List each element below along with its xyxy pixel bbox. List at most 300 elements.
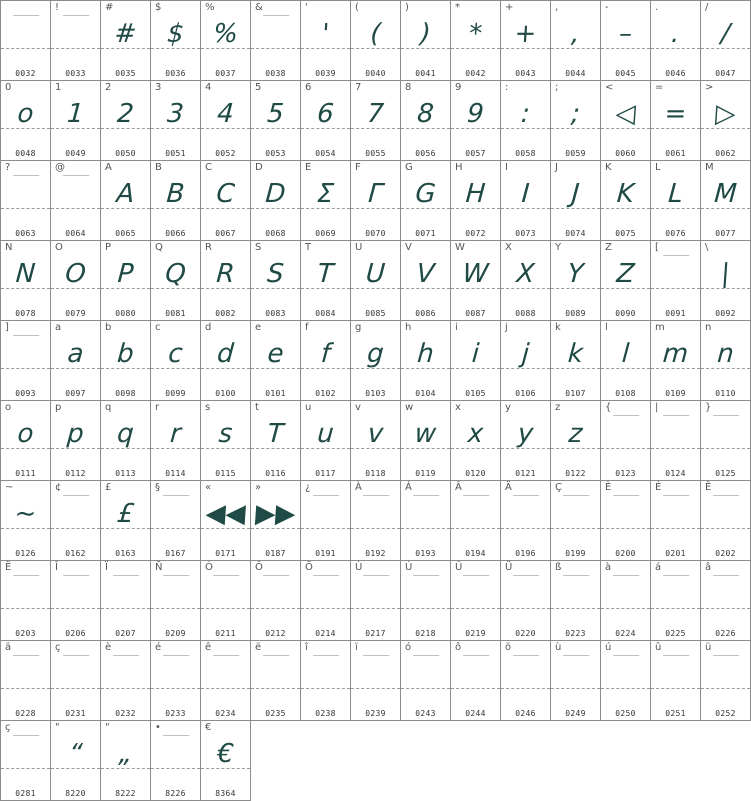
baseline-guide [151, 528, 200, 529]
character-label: % [205, 2, 215, 13]
baseline-guide [701, 688, 750, 689]
glyph-sample: T [266, 419, 285, 449]
character-label: , [555, 2, 559, 13]
character-code: 0217 [365, 629, 386, 638]
glyph-sample [1, 175, 50, 181]
glyph-cell [200, 0, 250, 80]
character-label: ê [205, 642, 212, 653]
glyph-cell [100, 240, 150, 320]
glyph-sample [601, 415, 650, 421]
baseline-guide [401, 688, 450, 689]
glyph-sample [201, 655, 250, 661]
character-code: 0036 [165, 69, 186, 78]
character-code: 0049 [65, 149, 86, 158]
character-label: s [205, 402, 211, 413]
glyph-sample: Z [615, 259, 636, 289]
character-label: ë [255, 642, 262, 653]
glyph-sample: 9 [466, 99, 485, 129]
glyph-sample [551, 495, 600, 501]
character-code: 0082 [215, 309, 236, 318]
character-code: 0226 [715, 629, 736, 638]
glyph-cell [650, 560, 700, 640]
character-label: ü [705, 642, 712, 653]
character-label: # [105, 2, 114, 13]
character-code: 0113 [115, 469, 136, 478]
character-label: " [55, 722, 60, 733]
glyph-cell [650, 480, 700, 560]
character-code: 0162 [65, 549, 86, 558]
character-label: Î [55, 562, 58, 573]
character-label: Ó [205, 562, 213, 573]
character-code: 0089 [565, 309, 586, 318]
glyph-sample: | [720, 259, 731, 289]
character-code: 0246 [515, 709, 536, 718]
glyph-cell [150, 720, 200, 801]
character-code: 0194 [465, 549, 486, 558]
glyph-cell [350, 480, 400, 560]
character-label: È [605, 482, 612, 493]
character-label: Ä [505, 482, 512, 493]
glyph-sample [1, 735, 50, 741]
baseline-guide [701, 528, 750, 529]
glyph-cell [350, 560, 400, 640]
character-code: 0120 [465, 469, 486, 478]
baseline-guide [451, 528, 500, 529]
glyph-sample: l [620, 339, 631, 369]
glyph-cell [50, 640, 100, 720]
glyph-sample: Q [164, 259, 187, 289]
missing-glyph-dash [513, 655, 539, 656]
character-label: k [555, 322, 561, 333]
glyph-cell [700, 160, 751, 240]
baseline-guide [601, 608, 650, 609]
glyph-sample [151, 655, 200, 661]
glyph-sample [101, 655, 150, 661]
glyph-cell [600, 0, 650, 80]
glyph-cell [550, 80, 600, 160]
character-label: v [355, 402, 361, 413]
character-label: ä [5, 642, 12, 653]
glyph-cell [100, 320, 150, 400]
character-label: § [155, 482, 160, 493]
glyph-cell [0, 320, 50, 400]
glyph-cell [700, 0, 751, 80]
glyph-sample [501, 655, 550, 661]
character-code: 0081 [165, 309, 186, 318]
glyph-sample [601, 495, 650, 501]
glyph-sample: : [520, 99, 531, 129]
missing-glyph-dash [613, 655, 639, 656]
baseline-guide [651, 688, 700, 689]
missing-glyph-dash [463, 575, 489, 576]
character-code: 8226 [165, 789, 186, 798]
character-label: Ï [105, 562, 108, 573]
glyph-sample: r [169, 419, 182, 449]
missing-glyph-dash [563, 495, 589, 496]
character-label: g [355, 322, 362, 333]
glyph-sample: V [415, 259, 436, 289]
character-label: • [155, 722, 161, 733]
character-code: 0201 [665, 549, 686, 558]
glyph-sample: v [366, 419, 385, 449]
character-code: 0235 [265, 709, 286, 718]
glyph-cell [150, 160, 200, 240]
glyph-cell [50, 400, 100, 480]
glyph-cell [600, 560, 650, 640]
glyph-cell [150, 400, 200, 480]
character-code: 0097 [65, 389, 86, 398]
missing-glyph-dash [263, 15, 289, 16]
missing-glyph-dash [463, 655, 489, 656]
character-label: @ [55, 162, 65, 173]
character-code: 0232 [115, 709, 136, 718]
character-label: 6 [305, 82, 312, 93]
glyph-cell [250, 480, 300, 560]
glyph-cell [700, 240, 751, 320]
glyph-sample: ◀◀ [204, 499, 247, 529]
character-code: 0033 [65, 69, 86, 78]
glyph-cell [450, 80, 500, 160]
glyph-cell [50, 0, 100, 80]
missing-glyph-dash [663, 495, 689, 496]
character-label: » [255, 482, 262, 493]
glyph-sample: P [116, 259, 135, 289]
glyph-sample: “ [67, 739, 84, 769]
glyph-sample: a [66, 339, 85, 369]
character-label: ? [5, 162, 11, 173]
glyph-sample [651, 255, 700, 261]
glyph-sample: H [464, 179, 487, 209]
glyph-cell [500, 640, 550, 721]
character-label: P [105, 242, 112, 253]
glyph-sample: % [212, 19, 239, 49]
missing-glyph-dash [413, 655, 439, 656]
glyph-sample: y [516, 419, 535, 449]
glyph-sample: ; [570, 99, 581, 129]
character-code: 0209 [165, 629, 186, 638]
character-code: 0092 [715, 309, 736, 318]
character-code: 0122 [565, 469, 586, 478]
glyph-sample: B [165, 179, 186, 209]
glyph-cell [150, 0, 200, 80]
character-label: E [305, 162, 312, 173]
glyph-cell [250, 80, 300, 160]
missing-glyph-dash [563, 575, 589, 576]
glyph-sample [301, 495, 350, 501]
missing-glyph-dash [213, 655, 239, 656]
glyph-sample [401, 495, 450, 501]
glyph-sample: A [115, 179, 136, 209]
character-code: 0064 [65, 229, 86, 238]
glyph-sample: x [466, 419, 485, 449]
glyph-cell [650, 320, 700, 400]
baseline-guide [301, 688, 350, 689]
glyph-cell [300, 160, 350, 240]
character-code: 0076 [665, 229, 686, 238]
character-label: ó [405, 642, 412, 653]
character-code: 0171 [215, 549, 236, 558]
character-code: 0212 [265, 629, 286, 638]
baseline-guide [1, 768, 50, 769]
baseline-guide [201, 688, 250, 689]
character-label: Q [155, 242, 163, 253]
glyph-sample: W [461, 259, 490, 289]
character-label: â [705, 562, 712, 573]
missing-glyph-dash [263, 655, 289, 656]
glyph-sample: s [217, 419, 234, 449]
glyph-cell [550, 480, 600, 560]
character-label: Y [555, 242, 562, 253]
glyph-sample [401, 655, 450, 661]
glyph-cell [250, 240, 300, 320]
glyph-cell [400, 640, 450, 721]
glyph-sample: X [515, 259, 536, 289]
glyph-cell [50, 720, 100, 801]
character-label: M [705, 162, 714, 173]
character-code: 0041 [415, 69, 436, 78]
missing-glyph-dash [163, 575, 189, 576]
character-code: 0084 [315, 309, 336, 318]
character-code: 0099 [165, 389, 186, 398]
character-label: Ë [5, 562, 12, 573]
glyph-sample: U [364, 259, 387, 289]
character-code: 0206 [65, 629, 86, 638]
missing-glyph-dash [63, 175, 89, 176]
character-code: 0066 [165, 229, 186, 238]
glyph-cell [250, 320, 300, 400]
character-label: Ú [405, 562, 413, 573]
glyph-sample [551, 655, 600, 661]
missing-glyph-dash [313, 495, 339, 496]
glyph-sample [101, 575, 150, 581]
character-label: ô [455, 642, 462, 653]
character-code: 0211 [215, 629, 236, 638]
glyph-cell [150, 480, 200, 560]
glyph-cell [400, 480, 450, 560]
glyph-cell [700, 560, 751, 640]
character-code: 0104 [415, 389, 436, 398]
glyph-sample: 6 [316, 99, 335, 129]
glyph-sample: $ [166, 19, 185, 49]
character-code: 0073 [515, 229, 536, 238]
character-code: 0225 [665, 629, 686, 638]
glyph-sample: £ [116, 499, 135, 529]
character-label: Ü [505, 562, 513, 573]
character-code: 0051 [165, 149, 186, 158]
glyph-cell [50, 560, 100, 640]
character-label: é [155, 642, 162, 653]
baseline-guide [651, 288, 700, 289]
character-label: G [405, 162, 413, 173]
glyph-cell [200, 720, 251, 801]
baseline-guide [551, 688, 600, 689]
glyph-cell [550, 240, 600, 320]
baseline-guide [701, 448, 750, 449]
glyph-sample: 8 [416, 99, 435, 129]
character-label: ú [605, 642, 612, 653]
character-label: d [205, 322, 212, 333]
character-label: : [505, 82, 509, 93]
glyph-cell [350, 0, 400, 80]
glyph-sample: I [520, 179, 531, 209]
character-label: 5 [255, 82, 262, 93]
glyph-cell [50, 240, 100, 320]
glyph-sample [251, 655, 300, 661]
baseline-guide [1, 688, 50, 689]
character-label: z [555, 402, 561, 413]
glyph-sample [351, 655, 400, 661]
character-code: 0055 [365, 149, 386, 158]
character-code: 0053 [265, 149, 286, 158]
missing-glyph-dash [363, 495, 389, 496]
baseline-guide [401, 608, 450, 609]
baseline-guide [301, 528, 350, 529]
glyph-cell [250, 160, 300, 240]
character-label: w [405, 402, 414, 413]
character-code: 0192 [365, 549, 386, 558]
glyph-sample: , [570, 19, 581, 49]
character-label: ] [5, 322, 9, 333]
baseline-guide [1, 48, 50, 49]
glyph-cell [100, 480, 150, 560]
missing-glyph-dash [713, 575, 739, 576]
glyph-sample: ◁ [614, 99, 637, 129]
glyph-sample: g [366, 339, 385, 369]
character-code: 0233 [165, 709, 186, 718]
glyph-sample: C [215, 179, 236, 209]
glyph-cell [400, 560, 450, 640]
baseline-guide [1, 208, 50, 209]
character-code: 0091 [665, 309, 686, 318]
character-code: 0110 [715, 389, 736, 398]
character-label: à [605, 562, 612, 573]
glyph-cell [450, 320, 500, 400]
character-code: 0098 [115, 389, 136, 398]
glyph-cell [350, 160, 400, 240]
character-label: c [155, 322, 161, 333]
glyph-sample: M [713, 179, 738, 209]
character-label: ( [355, 2, 359, 13]
character-label: t [255, 402, 259, 413]
glyph-cell [350, 80, 400, 160]
glyph-sample [451, 655, 500, 661]
character-code: 0234 [215, 709, 236, 718]
glyph-sample: Y [566, 259, 585, 289]
glyph-cell [550, 560, 600, 640]
character-code: 0100 [215, 389, 236, 398]
missing-glyph-dash [13, 335, 39, 336]
glyph-sample [701, 575, 750, 581]
character-label: 2 [105, 82, 112, 93]
character-label: y [505, 402, 511, 413]
character-code: 0054 [315, 149, 336, 158]
glyph-cell [500, 480, 550, 560]
glyph-sample [601, 655, 650, 661]
glyph-sample [651, 575, 700, 581]
glyph-sample: ) [419, 19, 432, 49]
glyph-cell [450, 560, 500, 640]
character-label: u [305, 402, 312, 413]
character-label: } [705, 402, 712, 413]
glyph-cell [300, 320, 350, 400]
glyph-sample: m [661, 339, 690, 369]
character-code: 0060 [615, 149, 636, 158]
glyph-cell [0, 560, 50, 640]
baseline-guide [101, 688, 150, 689]
character-code: 0126 [15, 549, 36, 558]
missing-glyph-dash [613, 495, 639, 496]
character-label: ! [55, 2, 60, 13]
glyph-cell [0, 0, 50, 80]
character-code: 0207 [115, 629, 136, 638]
baseline-guide [501, 608, 550, 609]
character-label: F [355, 162, 361, 173]
character-label: ù [555, 642, 562, 653]
character-code: 8220 [65, 789, 86, 798]
character-code: 0109 [665, 389, 686, 398]
glyph-cell [200, 320, 250, 400]
character-label: " [105, 722, 110, 733]
missing-glyph-dash [413, 495, 439, 496]
glyph-sample: * [467, 19, 484, 49]
glyph-cell [300, 400, 350, 480]
glyph-sample [301, 655, 350, 661]
character-label: Ñ [155, 562, 163, 573]
character-label: T [305, 242, 312, 253]
glyph-sample: e [266, 339, 285, 369]
baseline-guide [151, 608, 200, 609]
glyph-cell [600, 320, 650, 400]
character-label: j [505, 322, 508, 333]
missing-glyph-dash [13, 575, 39, 576]
glyph-sample: j [520, 339, 531, 369]
character-code: 0103 [365, 389, 386, 398]
character-code: 0106 [515, 389, 536, 398]
character-code: 0032 [15, 69, 36, 78]
character-label: ¿ [305, 482, 311, 493]
glyph-cell [700, 320, 751, 400]
missing-glyph-dash [63, 15, 89, 16]
character-label: & [255, 2, 263, 13]
character-code: 0219 [465, 629, 486, 638]
glyph-sample [651, 495, 700, 501]
character-label: a [55, 322, 62, 333]
character-code: 0239 [365, 709, 386, 718]
character-label: h [405, 322, 412, 333]
character-code: 0203 [15, 629, 36, 638]
character-code: 0083 [265, 309, 286, 318]
character-label: b [105, 322, 112, 333]
glyph-cell [200, 240, 250, 320]
character-label: \ [705, 242, 709, 253]
glyph-cell [450, 0, 500, 80]
character-code: 0048 [15, 149, 36, 158]
glyph-cell [150, 640, 200, 720]
character-label: X [505, 242, 512, 253]
character-code: 0167 [165, 549, 186, 558]
glyph-sample: L [667, 179, 684, 209]
glyph-cell [700, 640, 751, 721]
missing-glyph-dash [113, 575, 139, 576]
glyph-sample: f [319, 339, 332, 369]
character-code: 0040 [365, 69, 386, 78]
glyph-cell [0, 480, 50, 560]
glyph-sample: n [716, 339, 735, 369]
character-code: 0108 [615, 389, 636, 398]
character-label: 8 [405, 82, 412, 93]
glyph-cell [0, 640, 50, 720]
character-label: Z [605, 242, 612, 253]
